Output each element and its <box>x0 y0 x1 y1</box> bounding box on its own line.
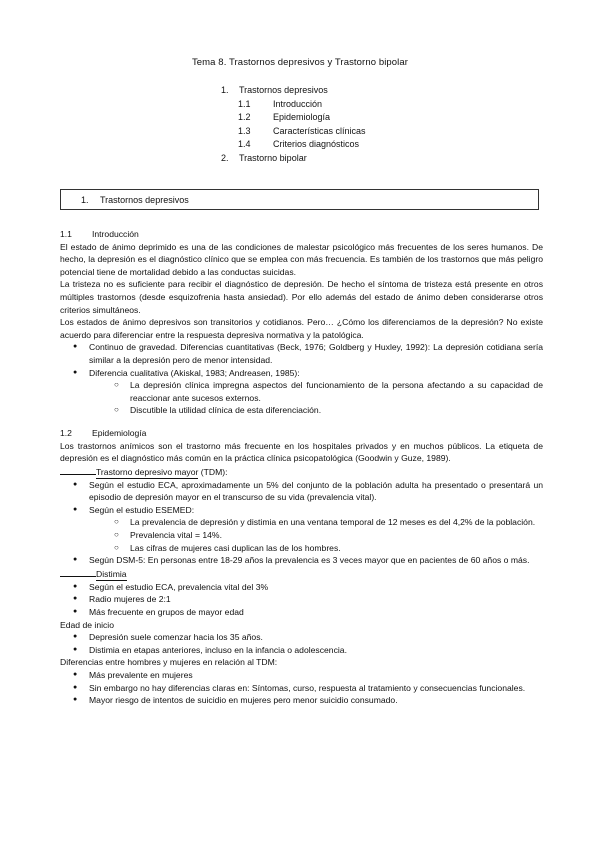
list-item: ● Según el estudio ESEMED: <box>60 504 543 517</box>
tdm-suffix: (TDM): <box>198 466 228 477</box>
tdm-label: Trastorno depresivo mayor <box>96 466 199 477</box>
spacer <box>60 417 543 427</box>
sub-list-item: ○ Discutible la utilidad clínica de esta diferenciación. <box>60 404 543 417</box>
toc-subitem-label: Criterios diagnósticos <box>273 139 360 150</box>
toc-subitem-label: Epidemiología <box>273 112 331 123</box>
toc-subitem <box>221 111 366 125</box>
document-title: Tema 8. Trastornos depresivos y Trastorno bipolar <box>191 57 409 68</box>
toc-subitem-label: Características clínicas <box>273 125 366 136</box>
toc-item-number: 2. <box>221 152 229 163</box>
toc-subitem <box>221 125 366 139</box>
bullet-list <box>60 554 543 567</box>
toc-item-label: Trastornos depresivos <box>239 85 328 95</box>
list-item: ● Continuo de gravedad. Diferencias cuantitativas (Beck, 1976; Goldberg y Huxley, 1992): La depresión cotidiana sería similar a la depresión pero de menor intensidad. <box>60 341 543 366</box>
list-item: ● Sin embargo no hay diferencias claras en: Síntomas, curso, respuesta al tratamiento y consecuencias funcionales. <box>60 682 543 695</box>
list-item: ● Según el estudio ECA, aproximadamente un 5% del conjunto de la población adulta ha presentado o presentará un episodio de depresión mayor en el transcurso de su vida (prevalencia vital). <box>60 479 543 504</box>
list-item: ● Radio mujeres de 2:1 <box>60 593 543 606</box>
toc-item-label: Trastorno bipolar <box>239 152 307 163</box>
bullet-list <box>60 669 543 707</box>
underline-lead <box>60 465 96 475</box>
list-item: ● Más frecuente en grupos de mayor edad <box>60 606 543 619</box>
sub-bullet-list <box>60 379 543 417</box>
toc-subitem-label: Introducción <box>273 98 323 109</box>
toc-subitem <box>221 138 366 152</box>
bullet-list <box>60 479 543 517</box>
sub-list-item: ○ Prevalencia vital = 14%. <box>60 529 543 542</box>
list-item: ● Según DSM-5: En personas entre 18-29 años la prevalencia es 3 veces mayor que en pacientes de 60 años o más. <box>60 554 543 567</box>
list-item: ● Según el estudio ECA, prevalencia vital del 3% <box>60 581 543 594</box>
list-item <box>60 367 543 380</box>
document-body <box>60 228 543 707</box>
distimia-label: Distimia <box>96 568 127 579</box>
section-heading-box <box>60 189 539 210</box>
edad-heading: Edad de inicio <box>60 619 114 630</box>
list-item: ● Distimia en etapas anteriores, incluso en la infancia o adolescencia. <box>60 644 543 657</box>
list-item-text: Diferencia cualitativa (Akiskal, 1983; Andreasen, 1985): <box>89 367 300 378</box>
table-of-contents <box>221 84 366 166</box>
distimia-heading <box>60 567 543 581</box>
toc-item <box>221 152 366 166</box>
subsection-number: 1.2 <box>60 427 72 438</box>
sub-list-item: ○ La prevalencia de depresión y distimia en una ventana temporal de 12 meses es del 4,2% de la población. <box>60 516 543 529</box>
toc-subitem-number: 1.4 <box>238 139 251 150</box>
bullet-list <box>60 631 543 656</box>
section-title: Trastornos depresivos <box>100 195 189 205</box>
tdm-heading <box>60 465 543 479</box>
subsection-title: Epidemiología <box>92 427 147 438</box>
paragraph: El estado de ánimo deprimido es una de las condiciones de malestar psicológico más frecuentes de los seres humanos. De hecho, la depresión es el diagnóstico clínico que se emplea con más frecuencia. Es también de los trastornos que más peligro potencial tiene de mortalidad debido a las conductas suicidas. <box>60 241 543 277</box>
diferencias-heading: Diferencias entre hombres y mujeres en relación al TDM: <box>60 657 278 668</box>
toc-subitem <box>221 98 366 112</box>
paragraph: Los trastornos anímicos son el trastorno más frecuente en los hospitales privados y en muchos públicos. La etiqueta de depresión es el diagnóstico más común en la práctica clínica psicopatológica (Goodwin y Guze, 1989). <box>60 440 543 464</box>
section-number: 1. <box>81 195 89 205</box>
sub-list-item: ○ Las cifras de mujeres casi duplican las de los hombres. <box>60 542 543 555</box>
toc-item-number: 1. <box>221 85 229 95</box>
toc-subitem-number: 1.2 <box>238 112 251 123</box>
subsection-heading <box>60 228 543 241</box>
subsection-title: Introducción <box>92 229 139 239</box>
bullet-list <box>60 341 543 379</box>
toc-subitem-number: 1.3 <box>238 125 251 136</box>
paragraph: La tristeza no es suficiente para recibir el diagnóstico de depresión. De hecho el síntoma de tristeza está presente en otros múltiples trastornos (desde esquizofrenia hasta ansiedad). Por ello además del estado de ánimo deben considerarse otros criterios simultáneos. <box>60 279 543 315</box>
underline-lead <box>60 567 96 577</box>
sub-list-item: ○ La depresión clínica impregna aspectos del funcionamiento de la persona afectando a su capacidad de reaccionar ante sucesos externos. <box>60 379 543 404</box>
paragraph: Los estados de ánimo depresivos son transitorios y cotidianos. Pero… ¿Cómo los diferenciamos de la depresión? No existe acuerdo para diferenciar entre la respuesta depresiva normativa y la patológica. <box>60 317 543 340</box>
toc-item <box>221 84 366 98</box>
list-item: ● Mayor riesgo de intentos de suicidio en mujeres pero menor suicidio consumado. <box>60 694 543 707</box>
bullet-list <box>60 581 543 619</box>
subsection-heading <box>60 427 543 440</box>
toc-subitem-number: 1.1 <box>238 98 251 109</box>
list-item: ● Más prevalente en mujeres <box>60 669 543 682</box>
subsection-number: 1.1 <box>60 229 72 239</box>
list-item: ● Depresión suele comenzar hacia los 35 años. <box>60 631 543 644</box>
sub-bullet-list <box>60 516 543 554</box>
